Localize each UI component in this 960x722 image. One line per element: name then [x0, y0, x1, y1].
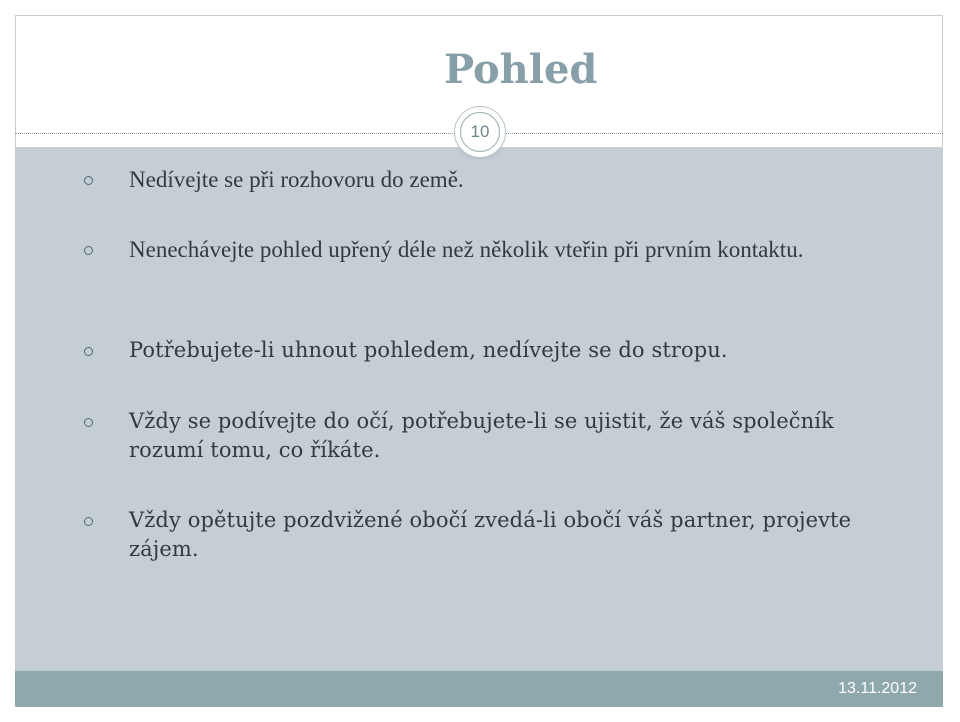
footer-date: 13.11.2012 [838, 680, 917, 697]
slide-title: Pohled [444, 46, 598, 93]
footer-bar [15, 671, 943, 707]
bullet-item [82, 165, 912, 194]
bullet-text: Nedívejte se při rozhovoru do země. [129, 167, 464, 192]
bullet-circle-icon [84, 246, 93, 255]
bullet-circle-icon [84, 176, 93, 185]
bullet-item [82, 407, 912, 465]
bullet-circle-icon [84, 347, 93, 356]
bullet-text: Potřebujete-li uhnout pohledem, nedívejte se do stropu. [129, 338, 728, 362]
bullet-text: Vždy opětujte pozdvižené obočí zvedá-li obočí váš partner, projevte zájem. [129, 508, 852, 561]
bullet-item [82, 235, 912, 264]
bullet-item [82, 336, 912, 365]
page-number: 10 [460, 112, 500, 152]
bullet-circle-icon [84, 418, 93, 427]
bullet-item [82, 506, 912, 564]
page-number-badge [455, 107, 505, 157]
bullet-circle-icon [84, 517, 93, 526]
bullet-text: Vždy se podívejte do očí, potřebujete-li se ujistit, že váš společník rozumí tomu, co říkáte. [129, 409, 834, 462]
bullet-text: Nenechávejte pohled upřený déle než několik vteřin při prvním kontaktu. [129, 237, 804, 262]
